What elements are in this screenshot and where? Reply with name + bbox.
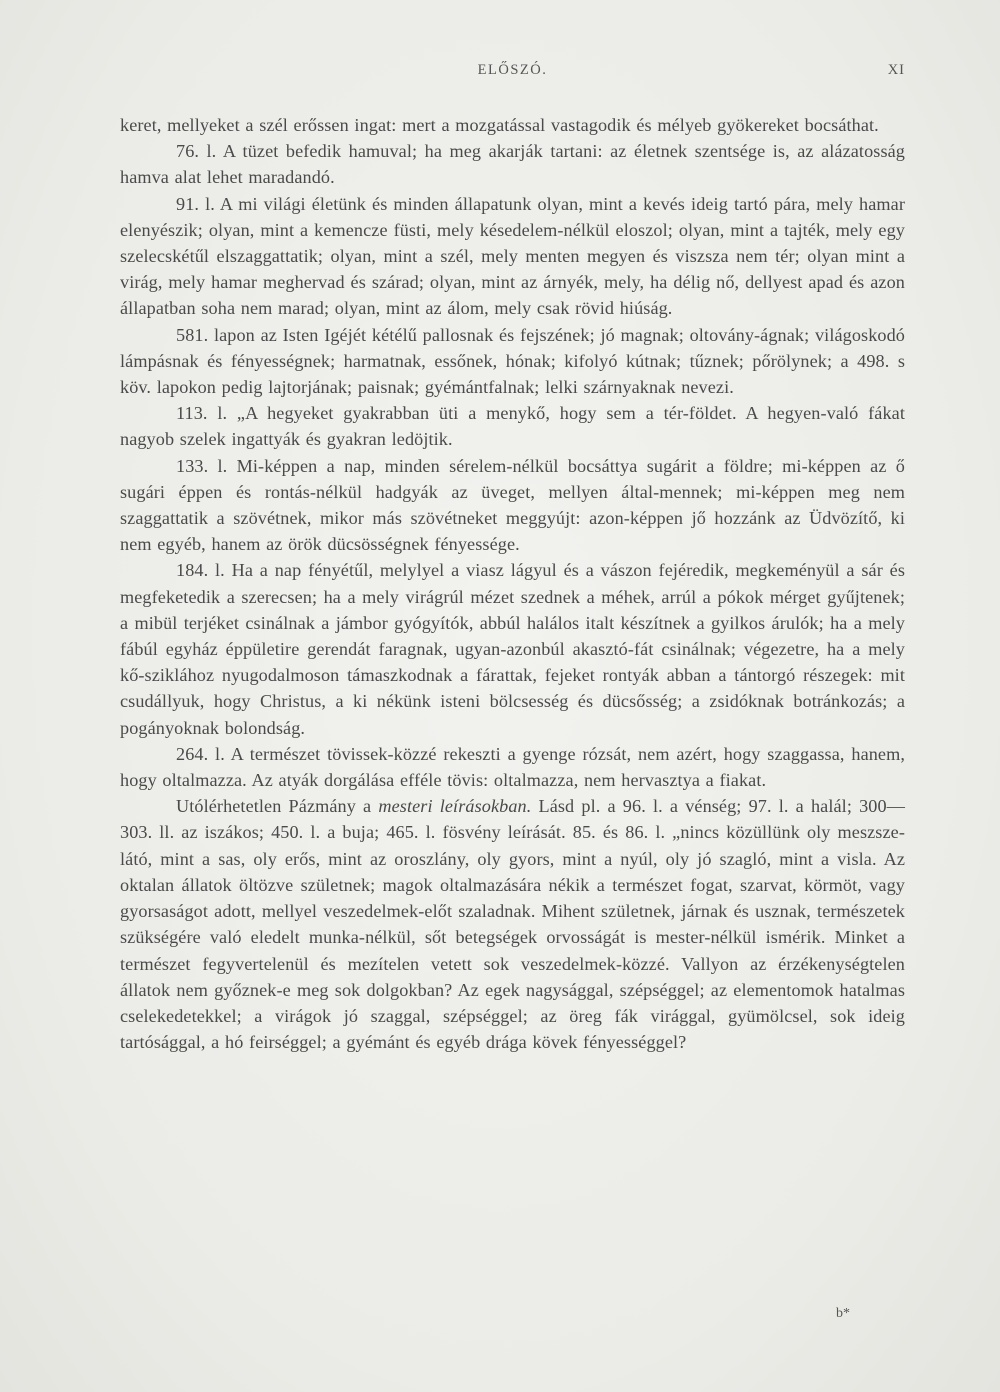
body-text (120, 112, 905, 1055)
paragraph: keret, mellyeket a szél erőssen ingat: mert a mozgatással vastagodik és mélyeb gyökereket bocsáthat. (120, 115, 879, 135)
paragraph (120, 793, 905, 1055)
paragraph-text: Lásd pl. a 96. l. a vénség; 97. l. a halál; 300—303. ll. az iszákos; 450. l. a buja; 465. l. fösvény leírását. 85. és 86. l. „nincs közüllünk oly meszsze-látó, mint a sas, oly erős, mint az oroszlány, oly gyors, mint a nyúl, oly jó szagló, mint a visla. Az oktalan állatok öltözve születnek; magok oltalmazására nékik a természet fogat, szarvat, körmöt, vagy gyorsaságot adott, mellyel veszedelmek-előt szaladnak. Mihent születnek, járnak és usznak, természetek szükségére való eledelt munka-nélkül, sőt betegségek orvosságát is mester-nélkül ismérik. Minket a természet fegyvertelenül és mezítelen vetett sok veszedelmek-közzé. Vallyon az érzékenységtelen állatok nem győznek-e meg sok dolgokban? Az egek nagysággal, szépséggel; az elementomok hatalmas cselekedetekkel; a virágok jó szaggal, szépséggel; az öreg fák virággal, gyümölcsel, sok ideig tartósággal, a hó feirséggel; a gyémánt és egyéb drága kövek fényességgel? (120, 796, 905, 1053)
running-title: ELŐSZÓ. (477, 62, 548, 78)
paragraph: 581. lapon az Isten Igéjét kétélű pallosnak és fejszének; jó magnak; oltovány-ágnak; világoskodó lámpásnak és fényességnek; harmatnak, essőnek, hónak; kifolyó kútnak; tűznek; pőrölynek; a 498. s köv. lapokon pedig lajtorjának; paisnak; gyémántfalnak; lelki szárnyaknak nevezi. (120, 324, 905, 398)
paragraph: 264. l. A természet tövissek-közzé rekeszti a gyenge rózsát, nem azért, hogy szaggassa, hanem, hogy oltalmazza. Az atyák dorgálása efféle tövis: oltalmazza, nem hervasztya a fiakat. (120, 743, 905, 791)
running-header (120, 62, 905, 86)
page-number: XI (887, 62, 905, 78)
paragraph: 133. l. Mi-képpen a nap, minden sérelem-nélkül bocsáttya sugárit a földre; mi-képpen az ő sugári éppen és rontás-nélkül hadgyák az üveget, mellyen által-mennek; mi-képpen meg nem szaggattatik a szövétnek, mikor más szövétneket meggyújt: azon-képpen jő hozzánk az Üdvözítő, ki nem egyéb, hanem az örök dücsösségnek fényessége. (120, 455, 905, 555)
paragraph: 76. l. A tüzet befedik hamuval; ha meg akarják tartani: az életnek szentsége is, az alázatosság hamva alat lehet maradandó. (120, 141, 905, 188)
paragraph: 113. l. „A hegyeket gyakrabban üti a menykő, hogy sem a tér-földet. A hegyen-való fákat nagyob szelek ingattyák és gyakran ledöjtik. (120, 403, 905, 450)
paragraph: 91. l. A mi világi életünk és minden állapatunk olyan, mint a kevés ideig tartó pára, mely hamar elenyészik; olyan, mint a kemencze füsti, mely késedelem-nélkül eloszol; olyan, mint a tajték, mely egy szelecskétűl elszaggattatik; olyan, mint a szél, mely menten megyen és viszsza nem tér; olyan mint a virág, mely hamar meghervad és szárad; olyan, mint az árnyék, mely, ha délig nő, dellyest apad és azon állapatban soha nem marad; olyan, mint az álom, mely csak rövid hiúság. (120, 193, 905, 319)
paragraph-text: Utólérhetetlen Pázmány a (176, 796, 379, 817)
paragraph: 184. l. Ha a nap fényétűl, melylyel a viasz lágyul és a vászon fejéredik, megkeményül a sár és megfeketedik a szerecsen; ha a mely virágrúl mézet szednek a méhek, arrúl a pókok mérget gyűjtenek; a mibül terjéket csinálnak a jámbor gyógyítók, abbúl halálos italt készítnek a gyilkos árulók; ha a mely fábúl egyház éppületire gerendát faragnak, ugyan-azonbúl akasztó-fát csinálnak; végezetre, ha a mely kő-sziklához nyugodalmoson támaszkodnak a fárattak, fejeket rontyák abban a tántorgó részegek: mit csudállyuk, hogy Christus, a ki nékünk isteni bölcsesség és dücsősség; a zsidóknak botránkozás; a pogányoknak bolondság. (120, 560, 905, 738)
italic-phrase: mesteri leírásokban. (378, 796, 532, 817)
signature-mark: b* (836, 1306, 850, 1321)
